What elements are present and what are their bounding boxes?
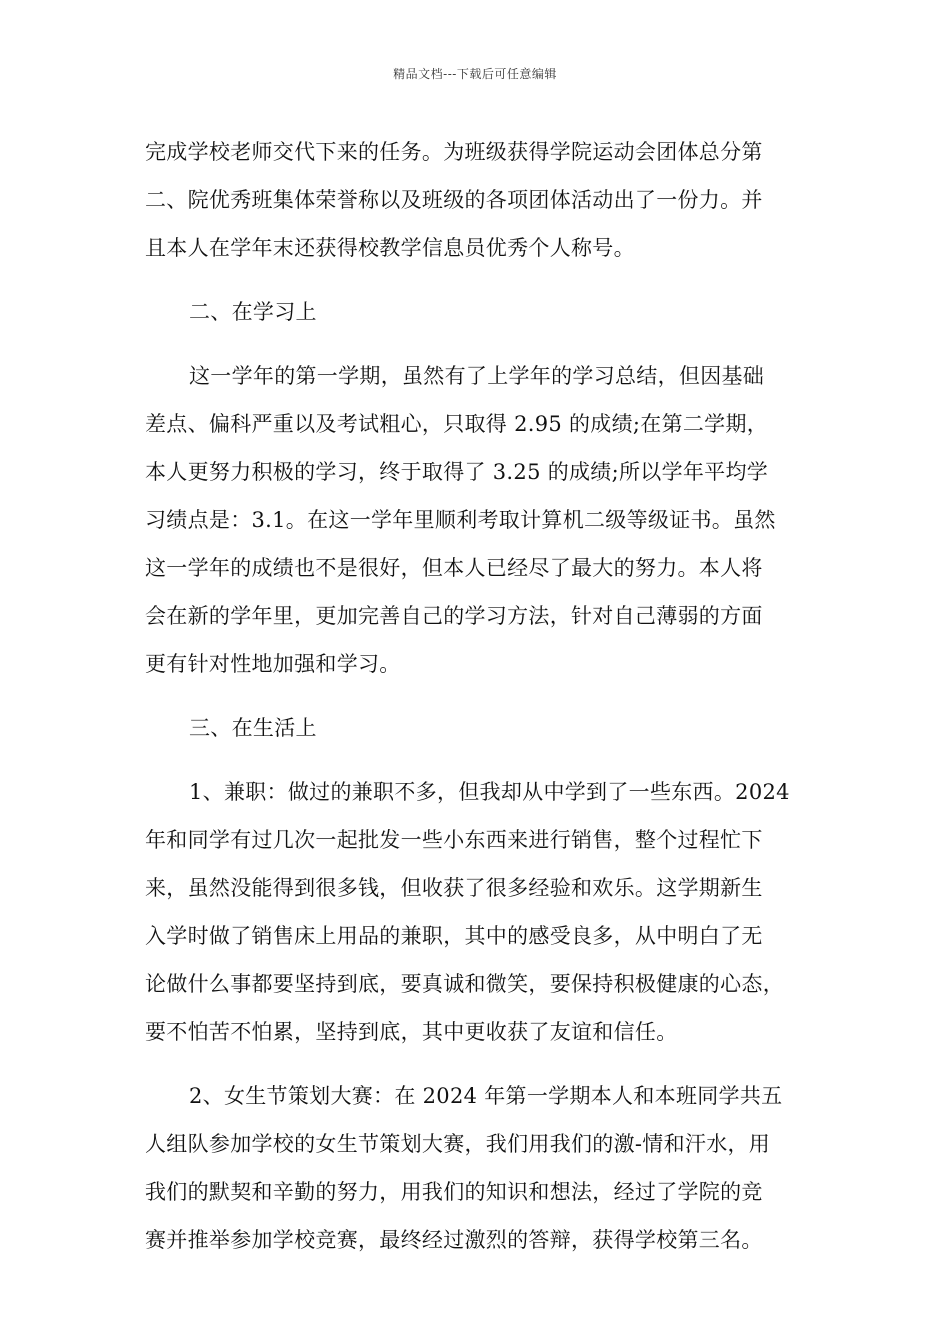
text-line: 赛并推举参加学校竞赛，最终经过激烈的答辩，获得学校第三名。 [145,1228,763,1252]
text-line: 差点、偏科严重以及考试粗心，只取得 2.95 的成绩;在第二学期， [145,412,769,436]
text-line: 1、兼职：做过的兼职不多，但我却从中学到了一些东西。2024 [189,780,790,804]
paragraph-continuation [145,128,835,272]
document-body [145,128,835,1264]
text-line: 本人更努力积极的学习，终于取得了 3.25 的成绩;所以学年平均学 [145,460,769,484]
paragraph-planning-contest [145,1072,835,1264]
text-line: 会在新的学年里，更加完善自己的学习方法，针对自己薄弱的方面 [145,604,763,628]
text-line: 我们的默契和辛勤的努力，用我们的知识和想法，经过了学院的竞 [145,1180,763,1204]
text-line: 完成学校老师交代下来的任务。为班级获得学院运动会团体总分第 [145,140,763,164]
text-line: 2、女生节策划大赛：在 2024 年第一学期本人和本班同学共五 [189,1084,783,1108]
text-line: 年和同学有过几次一起批发一些小东西来进行销售，整个过程忙下 [145,828,763,852]
text-line: 人组队参加学校的女生节策划大赛，我们用我们的激-情和汗水，用 [145,1132,771,1156]
section-heading-life: 三、在生活上 [189,716,317,740]
text-line: 入学时做了销售床上用品的兼职，其中的感受良多，从中明白了无 [145,924,763,948]
text-line: 这一学年的第一学期，虽然有了上学年的学习总结，但因基础 [189,364,765,388]
paragraph-part-time-job [145,768,835,1056]
section-heading-study: 二、在学习上 [189,300,317,324]
text-line: 这一学年的成绩也不是很好，但本人已经尽了最大的努力。本人将 [145,556,763,580]
text-line: 论做什么事都要坚持到底，要真诚和微笑，要保持积极健康的心态， [145,972,784,996]
text-line: 习绩点是：3.1。在这一学年里顺利考取计算机二级等级证书。虽然 [145,508,776,532]
text-line: 来，虽然没能得到很多钱，但收获了很多经验和欢乐。这学期新生 [145,876,763,900]
paragraph-study [145,352,835,688]
text-line: 二、院优秀班集体荣誉称以及班级的各项团体活动出了一份力。并 [145,188,763,212]
text-line: 更有针对性地加强和学习。 [145,652,401,676]
text-line: 要不怕苦不怕累，坚持到底，其中更收获了友谊和信任。 [145,1020,678,1044]
text-line: 且本人在学年末还获得校教学信息员优秀个人称号。 [145,236,635,260]
page-header: 精品文档---下载后可任意编辑 [393,67,557,81]
